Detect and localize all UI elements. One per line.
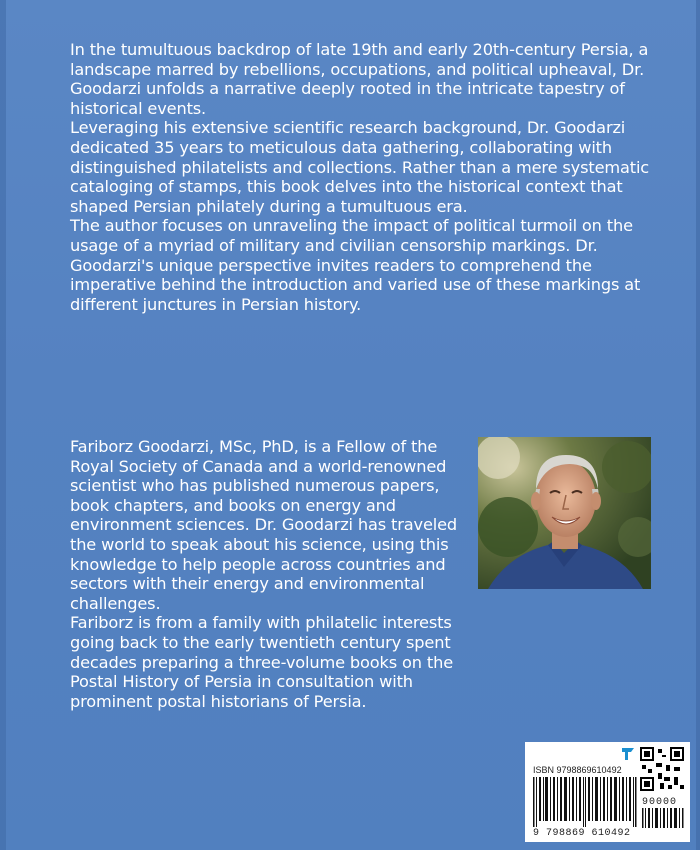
isbn-barcode-label: [525, 742, 690, 842]
author-bio: [70, 437, 470, 711]
blurb-paragraph-3: The author focuses on unraveling the impact of political turmoil on the usage of a myriad of military and civilian censorship markings. Dr. Goodarzi's unique perspective invites readers to comprehend the imperative behind the introduction and varied use of these markings at different junctures in Persian history.: [70, 216, 641, 314]
blurb-paragraph-2: Leveraging his extensive scientific research background, Dr. Goodarzi dedicated 35 years to meticulous data gathering, collaborating with distinguished philatelists and collections. Rather than a mere systematic cataloging of stamps, this book delves into the historical context that shaped Persian philately during a tumultuous era.: [70, 118, 650, 216]
isbn-number: ISBN 9798869610492: [533, 765, 622, 775]
bio-paragraph-2: Fariborz is from a family with philatelic interests going back to the early twentieth century spent decades preparing a three-volume books on the Postal History of Persia in consultation with prominent postal historians of Persia.: [70, 613, 453, 711]
cover-edge-left: [0, 0, 6, 850]
cover-edge-right: [696, 0, 700, 850]
qr-code-icon: [638, 745, 686, 793]
price-code: 90000: [642, 797, 678, 808]
publisher-logo-icon: [621, 746, 635, 762]
ean-barcode: [533, 777, 637, 827]
book-blurb: [70, 40, 650, 314]
author-photo: [478, 437, 651, 589]
price-barcode: [642, 808, 684, 828]
blurb-paragraph-1: In the tumultuous backdrop of late 19th and early 20th-century Persia, a landscape marred by rebellions, occupations, and political upheaval, Dr. Goodarzi unfolds a narrative deeply rooted in the intricate tapestry of historical events.: [70, 40, 649, 118]
bio-paragraph-1: Fariborz Goodarzi, MSc, PhD, is a Fellow of the Royal Society of Canada and a world-renowned scientist who has published numerous papers, book chapters, and books on energy and environment sciences. Dr. Goodarzi has traveled the world to speak about his science, using this knowledge to help people across countries and sectors with their energy and environmental challenges.: [70, 437, 458, 613]
author-portrait-image: [478, 437, 651, 589]
barcode-digits: 9 798869 610492: [533, 828, 631, 839]
